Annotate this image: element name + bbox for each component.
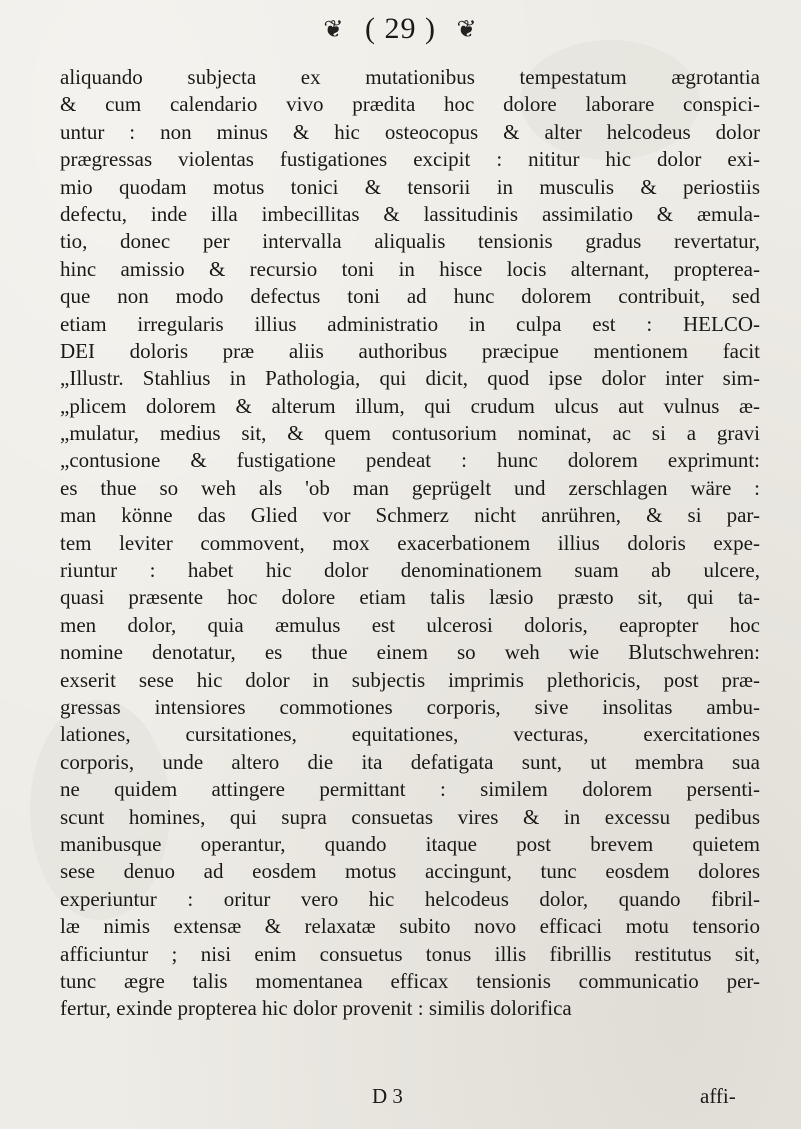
ornament-right-icon: ❦ [456, 16, 478, 43]
text-line: „Illustr. Stahlius in Pathologia, qui dicit, quod ipse dolor inter sim- [60, 366, 760, 391]
body-text [60, 64, 760, 1023]
signature-mark: D 3 [372, 1084, 403, 1108]
text-line: & cum calendario vivo prædita hoc dolore laborare conspici- [60, 92, 760, 117]
text-line: untur : non minus & hic osteocopus & alter helcodeus dolor [60, 119, 760, 144]
text-line: quasi præsente hoc dolore etiam talis læsio præsto sit, qui ta- [60, 585, 760, 610]
text-line: manibusque operantur, quando itaque post brevem quietem [60, 831, 760, 856]
text-line: prægressas violentas fustigationes excipit : nititur hic dolor exi- [60, 147, 760, 172]
page-number: ( 29 ) [365, 12, 436, 46]
text-line: sese denuo ad eosdem motus accingunt, tunc eosdem dolores [60, 859, 760, 884]
text-line: defectu, inde illa imbecillitas & lassitudinis assimilatio & æmula- [60, 201, 760, 226]
text-line: que non modo defectus toni ad hunc dolorem contribuit, sed [60, 284, 760, 309]
text-line: hinc amissio & recursio toni in hisce locis alternant, propterea- [60, 256, 760, 281]
text-line: „mulatur, medius sit, & quem contusorium nominat, ac si a gravi [60, 421, 760, 446]
text-line: etiam irregularis illius administratio in culpa est : HELCO- [60, 311, 760, 336]
text-line: mio quodam motus tonici & tensorii in musculis & periostiis [60, 174, 760, 199]
text-line: fertur, exinde propterea hic dolor provenit : similis dolorifica [60, 996, 572, 1021]
page-header [0, 10, 801, 50]
text-line: exserit sese hic dolor in subjectis imprimis plethoricis, post præ- [60, 667, 760, 692]
page-footer [0, 1084, 801, 1114]
text-line: experiuntur : oritur vero hic helcodeus dolor, quando fibril- [60, 886, 760, 911]
text-line: man könne das Glied vor Schmerz nicht anrühren, & si par- [60, 503, 760, 528]
text-line: tio, donec per intervalla aliqualis tensionis gradus revertatur, [60, 229, 760, 254]
text-line: „plicem dolorem & alterum illum, qui crudum ulcus aut vulnus æ- [60, 393, 760, 418]
text-line: men dolor, quia æmulus est ulcerosi doloris, eapropter hoc [60, 612, 760, 637]
text-line: es thue so weh als 'ob man geprügelt und zerschlagen wäre : [60, 475, 760, 500]
text-line: aliquando subjecta ex mutationibus tempestatum ægrotantia [60, 65, 760, 89]
ornament-left-icon: ❦ [323, 16, 345, 43]
text-line: tem leviter commovent, mox exacerbationem illius doloris expe- [60, 530, 760, 555]
text-line: lationes, cursitationes, equitationes, vecturas, exercitationes [60, 722, 760, 747]
text-line: tunc ægre talis momentanea efficax tensionis communicatio per- [60, 968, 760, 993]
text-line: corporis, unde altero die ita defatigata sunt, ut membra sua [60, 749, 760, 774]
text-line: afficiuntur ; nisi enim consuetus tonus illis fibrillis restitutus sit, [60, 941, 760, 966]
catchword: affi- [700, 1084, 736, 1108]
text-line: nomine denotatur, es thue einem so weh wie Blutschwehren: [60, 640, 760, 665]
text-line: riuntur : habet hic dolor denominationem suam ab ulcere, [60, 558, 760, 583]
text-line: læ nimis extensæ & relaxatæ subito novo efficaci motu tensorio [60, 914, 760, 939]
text-line: ne quidem attingere permittant : similem dolorem persenti- [60, 777, 760, 802]
text-line: DEI doloris præ aliis authoribus præcipue mentionem facit [60, 338, 760, 363]
text-line: „contusione & fustigatione pendeat : hunc dolorem exprimunt: [60, 448, 760, 473]
text-line: scunt homines, qui supra consuetas vires & in excessu pedibus [60, 804, 760, 829]
text-line: gressas intensiores commotiones corporis, sive insolitas ambu- [60, 694, 760, 719]
